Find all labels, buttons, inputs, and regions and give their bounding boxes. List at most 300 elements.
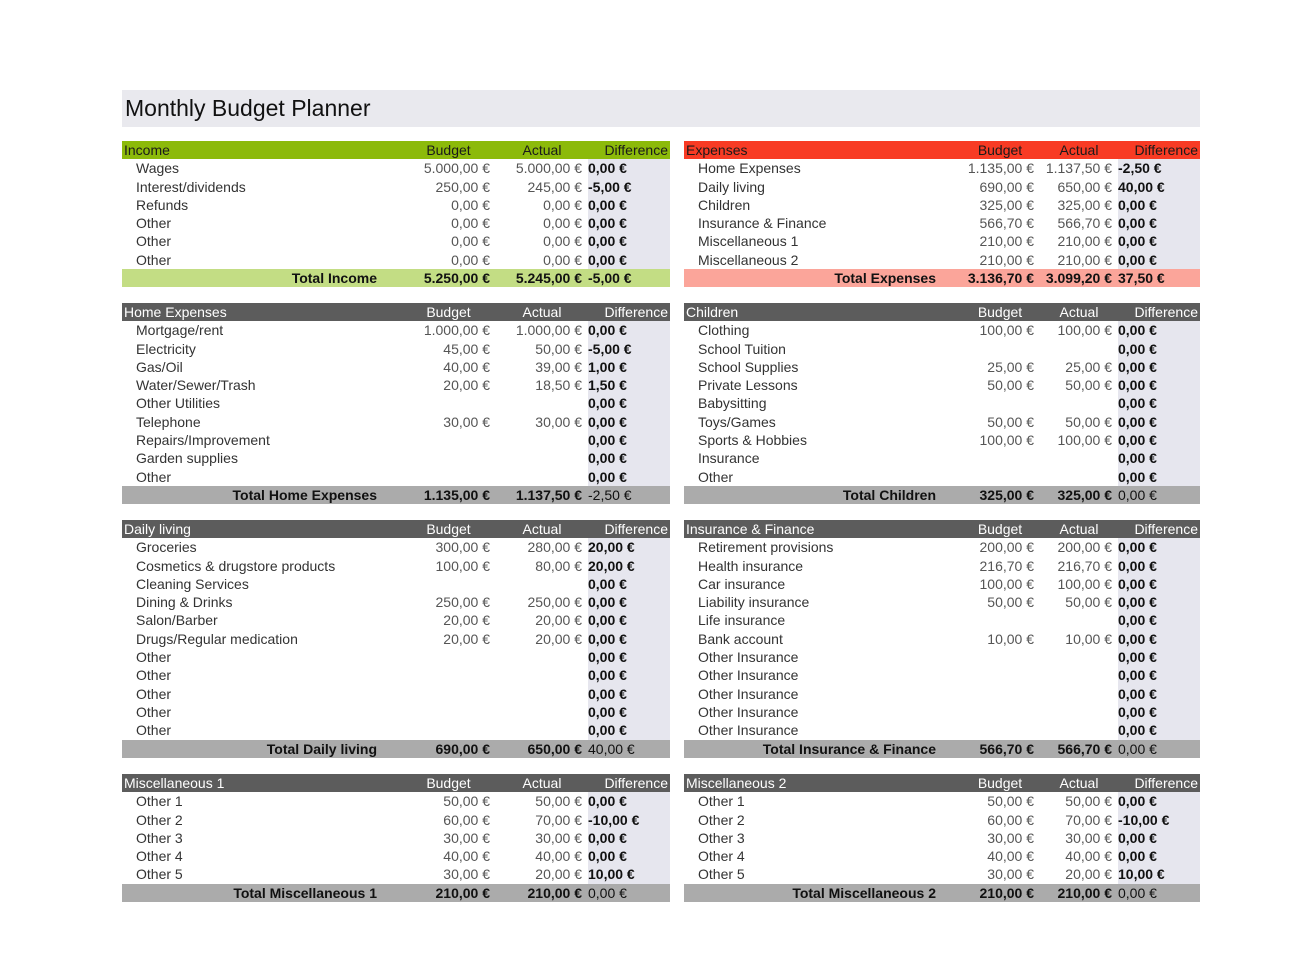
row-label[interactable]: Other Insurance bbox=[698, 685, 799, 702]
budget-cell[interactable] bbox=[401, 648, 496, 666]
difference-cell: 0,00 € bbox=[588, 611, 670, 629]
budget-cell[interactable] bbox=[960, 449, 1040, 467]
budget-cell[interactable] bbox=[960, 468, 1040, 486]
budget-cell[interactable]: 5.000,00 € bbox=[423, 160, 490, 177]
budget-cell[interactable]: 200,00 € bbox=[979, 539, 1034, 556]
actual-cell[interactable] bbox=[496, 648, 588, 666]
difference-cell: 0,00 € bbox=[1118, 630, 1200, 648]
row-label[interactable]: Other Insurance bbox=[698, 649, 799, 666]
difference-cell: -10,00 € bbox=[588, 811, 670, 829]
row-label[interactable]: Drugs/Regular medication bbox=[136, 630, 298, 647]
table-row bbox=[684, 251, 1200, 269]
total-row bbox=[122, 486, 670, 504]
row-label[interactable]: Other bbox=[698, 468, 734, 485]
table-row bbox=[684, 413, 1200, 431]
budget-cell[interactable]: 40,00 € bbox=[443, 848, 490, 865]
budget-cell[interactable]: 100,00 € bbox=[979, 432, 1034, 449]
difference-cell: 1,00 € bbox=[588, 358, 670, 376]
row-label[interactable]: Health insurance bbox=[698, 557, 804, 574]
table-header bbox=[122, 520, 670, 538]
difference-cell: 0,00 € bbox=[588, 232, 670, 250]
row-label[interactable]: Other bbox=[136, 649, 172, 666]
row-label[interactable]: Insurance & Finance bbox=[698, 215, 827, 232]
budget-cell[interactable]: 50,00 € bbox=[987, 377, 1034, 394]
row-label[interactable]: Garden supplies bbox=[136, 450, 238, 467]
row-label[interactable]: Other bbox=[136, 703, 172, 720]
row-label[interactable]: Home Expenses bbox=[698, 160, 801, 177]
actual-cell[interactable]: 50,00 € bbox=[535, 340, 582, 357]
budget-cell[interactable]: 60,00 € bbox=[987, 811, 1034, 828]
budget-cell[interactable]: 210,00 € bbox=[979, 251, 1034, 268]
actual-cell[interactable]: 39,00 € bbox=[535, 358, 582, 375]
budget-cell[interactable] bbox=[401, 468, 496, 486]
row-label[interactable]: Other bbox=[136, 722, 172, 739]
budget-cell[interactable] bbox=[401, 449, 496, 467]
difference-cell: 0,00 € bbox=[1118, 575, 1200, 593]
actual-cell[interactable]: 70,00 € bbox=[535, 811, 582, 828]
budget-cell[interactable]: 25,00 € bbox=[987, 358, 1034, 375]
table-row bbox=[122, 666, 670, 684]
row-label[interactable]: Other bbox=[136, 251, 172, 268]
budget-cell[interactable] bbox=[960, 721, 1040, 739]
actual-cell[interactable]: 70,00 € bbox=[1065, 811, 1112, 828]
difference-cell: 20,00 € bbox=[588, 538, 670, 556]
row-label[interactable]: Daily living bbox=[698, 178, 765, 195]
row-label[interactable]: School Tuition bbox=[698, 340, 786, 357]
row-label[interactable]: Toys/Games bbox=[698, 413, 776, 430]
difference-cell: 0,00 € bbox=[1118, 358, 1200, 376]
actual-cell[interactable] bbox=[1040, 648, 1118, 666]
row-label[interactable]: Other 2 bbox=[698, 811, 745, 828]
section-title: Miscellaneous 1 bbox=[124, 775, 225, 791]
budget-cell[interactable]: 40,00 € bbox=[987, 848, 1034, 865]
column-header-actual: Actual bbox=[1059, 521, 1099, 537]
total-difference: 0,00 € bbox=[1118, 884, 1157, 901]
table-row bbox=[684, 829, 1200, 847]
difference-cell: 0,00 € bbox=[1118, 829, 1200, 847]
actual-cell[interactable] bbox=[1040, 340, 1118, 358]
row-label[interactable]: Car insurance bbox=[698, 575, 786, 592]
table-row bbox=[122, 413, 670, 431]
row-label[interactable]: Other 3 bbox=[698, 829, 745, 846]
table-row bbox=[684, 538, 1200, 556]
actual-cell[interactable]: 210,00 € bbox=[1057, 251, 1112, 268]
difference-cell: -10,00 € bbox=[1118, 811, 1200, 829]
actual-cell[interactable]: 0,00 € bbox=[543, 251, 582, 268]
budget-cell[interactable]: 30,00 € bbox=[443, 866, 490, 883]
actual-cell[interactable]: 20,00 € bbox=[535, 866, 582, 883]
actual-cell[interactable] bbox=[496, 394, 588, 412]
row-label[interactable]: Other bbox=[136, 215, 172, 232]
actual-cell[interactable]: 40,00 € bbox=[1065, 848, 1112, 865]
budget-cell[interactable]: 100,00 € bbox=[979, 322, 1034, 339]
actual-cell[interactable]: 20,00 € bbox=[1065, 866, 1112, 883]
table-row bbox=[122, 178, 670, 196]
column-header-actual: Actual bbox=[1059, 142, 1099, 158]
table-row bbox=[122, 648, 670, 666]
difference-cell: 0,00 € bbox=[588, 847, 670, 865]
column-header-budget: Budget bbox=[426, 142, 471, 158]
total-budget: 325,00 € bbox=[979, 486, 1034, 503]
column-header-budget: Budget bbox=[426, 521, 471, 537]
table-row bbox=[684, 811, 1200, 829]
total-difference: -2,50 € bbox=[588, 486, 632, 503]
budget-cell[interactable]: 50,00 € bbox=[987, 594, 1034, 611]
actual-cell[interactable]: 0,00 € bbox=[543, 233, 582, 250]
row-label[interactable]: Gas/Oil bbox=[136, 358, 183, 375]
table-row bbox=[122, 685, 670, 703]
actual-cell[interactable]: 280,00 € bbox=[527, 539, 582, 556]
difference-cell: 0,00 € bbox=[1118, 340, 1200, 358]
total-actual: 210,00 € bbox=[1057, 884, 1112, 901]
total-label: Total Miscellaneous 1 bbox=[233, 884, 377, 901]
row-label[interactable]: Interest/dividends bbox=[136, 178, 246, 195]
actual-cell[interactable]: 80,00 € bbox=[535, 557, 582, 574]
row-label[interactable]: Groceries bbox=[136, 539, 197, 556]
total-actual: 1.137,50 € bbox=[515, 486, 582, 503]
actual-cell[interactable] bbox=[496, 575, 588, 593]
actual-cell[interactable]: 18,50 € bbox=[535, 377, 582, 394]
actual-cell[interactable]: 325,00 € bbox=[1057, 196, 1112, 213]
budget-cell[interactable] bbox=[960, 703, 1040, 721]
row-label[interactable]: Repairs/Improvement bbox=[136, 432, 270, 449]
actual-cell[interactable]: 50,00 € bbox=[1065, 377, 1112, 394]
row-label[interactable]: Cleaning Services bbox=[136, 575, 249, 592]
actual-cell[interactable]: 1.137,50 € bbox=[1045, 160, 1112, 177]
budget-cell[interactable]: 325,00 € bbox=[979, 196, 1034, 213]
budget-cell[interactable] bbox=[401, 721, 496, 739]
budget-cell[interactable]: 1.000,00 € bbox=[423, 322, 490, 339]
actual-cell[interactable] bbox=[1040, 685, 1118, 703]
budget-cell[interactable] bbox=[401, 666, 496, 684]
budget-cell[interactable]: 250,00 € bbox=[435, 178, 490, 195]
column-header-difference: Difference bbox=[1134, 304, 1198, 320]
total-budget: 210,00 € bbox=[435, 884, 490, 901]
actual-cell[interactable]: 5.000,00 € bbox=[515, 160, 582, 177]
table-row bbox=[684, 358, 1200, 376]
table-row bbox=[122, 575, 670, 593]
column-header-budget: Budget bbox=[977, 775, 1023, 791]
row-label[interactable]: Other 5 bbox=[698, 866, 745, 883]
row-label[interactable]: Dining & Drinks bbox=[136, 594, 233, 611]
total-row bbox=[684, 884, 1200, 902]
table-row bbox=[122, 431, 670, 449]
expenses-table bbox=[684, 141, 1200, 287]
row-label[interactable]: Clothing bbox=[698, 322, 750, 339]
actual-cell[interactable]: 100,00 € bbox=[1057, 322, 1112, 339]
budget-cell[interactable]: 210,00 € bbox=[979, 233, 1034, 250]
actual-cell[interactable]: 30,00 € bbox=[535, 829, 582, 846]
actual-cell[interactable] bbox=[1040, 449, 1118, 467]
budget-cell[interactable]: 10,00 € bbox=[987, 630, 1034, 647]
column-header-actual: Actual bbox=[522, 142, 562, 158]
budget-cell[interactable] bbox=[960, 611, 1040, 629]
table-row bbox=[684, 196, 1200, 214]
row-label[interactable]: Water/Sewer/Trash bbox=[136, 377, 256, 394]
budget-cell[interactable]: 300,00 € bbox=[435, 539, 490, 556]
difference-cell: 0,00 € bbox=[1118, 611, 1200, 629]
actual-cell[interactable] bbox=[1040, 721, 1118, 739]
table-row bbox=[684, 159, 1200, 177]
difference-cell: 0,00 € bbox=[588, 575, 670, 593]
total-row bbox=[122, 884, 670, 902]
table-row bbox=[122, 630, 670, 648]
difference-cell: 0,00 € bbox=[588, 159, 670, 177]
actual-cell[interactable] bbox=[1040, 611, 1118, 629]
difference-cell: 0,00 € bbox=[1118, 214, 1200, 232]
actual-cell[interactable]: 566,70 € bbox=[1057, 215, 1112, 232]
table-row bbox=[122, 468, 670, 486]
total-row bbox=[684, 740, 1200, 758]
row-label[interactable]: Other 4 bbox=[136, 848, 183, 865]
total-budget: 210,00 € bbox=[979, 884, 1034, 901]
table-row bbox=[684, 394, 1200, 412]
actual-cell[interactable]: 40,00 € bbox=[535, 848, 582, 865]
home-expenses-table bbox=[122, 303, 670, 504]
actual-cell[interactable]: 100,00 € bbox=[1057, 432, 1112, 449]
table-row bbox=[122, 792, 670, 810]
difference-cell: 0,00 € bbox=[588, 214, 670, 232]
difference-cell: 20,00 € bbox=[588, 557, 670, 575]
section-title: Home Expenses bbox=[124, 304, 227, 320]
difference-cell: 0,00 € bbox=[1118, 685, 1200, 703]
actual-cell[interactable]: 210,00 € bbox=[1057, 233, 1112, 250]
budget-cell[interactable]: 100,00 € bbox=[979, 575, 1034, 592]
row-label[interactable]: Other 4 bbox=[698, 848, 745, 865]
row-label[interactable]: Bank account bbox=[698, 630, 783, 647]
difference-cell: 0,00 € bbox=[588, 431, 670, 449]
actual-cell[interactable]: 20,00 € bbox=[535, 612, 582, 629]
actual-cell[interactable]: 200,00 € bbox=[1057, 539, 1112, 556]
row-label[interactable]: Miscellaneous 2 bbox=[698, 251, 799, 268]
budget-cell[interactable]: 0,00 € bbox=[451, 196, 490, 213]
difference-cell: 0,00 € bbox=[588, 251, 670, 269]
budget-cell[interactable] bbox=[960, 340, 1040, 358]
table-row bbox=[684, 340, 1200, 358]
column-header-actual: Actual bbox=[1059, 775, 1099, 791]
budget-cell[interactable]: 20,00 € bbox=[443, 377, 490, 394]
difference-cell: 0,00 € bbox=[588, 468, 670, 486]
actual-cell[interactable] bbox=[1040, 666, 1118, 684]
actual-cell[interactable]: 100,00 € bbox=[1057, 575, 1112, 592]
difference-cell: 0,00 € bbox=[1118, 431, 1200, 449]
difference-cell: 0,00 € bbox=[588, 321, 670, 339]
budget-cell[interactable]: 45,00 € bbox=[443, 340, 490, 357]
actual-cell[interactable]: 0,00 € bbox=[543, 196, 582, 213]
table-header bbox=[122, 774, 670, 792]
actual-cell[interactable] bbox=[496, 449, 588, 467]
actual-cell[interactable]: 0,00 € bbox=[543, 215, 582, 232]
budget-cell[interactable]: 216,70 € bbox=[979, 557, 1034, 574]
actual-cell[interactable]: 30,00 € bbox=[535, 413, 582, 430]
insurance-finance-table bbox=[684, 520, 1200, 758]
row-label[interactable]: Refunds bbox=[136, 196, 189, 213]
difference-cell: 0,00 € bbox=[588, 721, 670, 739]
table-row bbox=[122, 593, 670, 611]
row-label[interactable]: Other 2 bbox=[136, 811, 183, 828]
budget-cell[interactable]: 50,00 € bbox=[987, 793, 1034, 810]
actual-cell[interactable]: 650,00 € bbox=[1057, 178, 1112, 195]
actual-cell[interactable]: 50,00 € bbox=[1065, 413, 1112, 430]
total-difference: 0,00 € bbox=[1118, 740, 1157, 757]
row-label[interactable]: Insurance bbox=[698, 450, 760, 467]
budget-cell[interactable] bbox=[401, 685, 496, 703]
daily-living-table bbox=[122, 520, 670, 758]
row-label[interactable]: Other Insurance bbox=[698, 667, 799, 684]
row-label[interactable]: Other Utilities bbox=[136, 395, 221, 412]
total-actual: 325,00 € bbox=[1057, 486, 1112, 503]
actual-cell[interactable] bbox=[496, 468, 588, 486]
total-budget: 566,70 € bbox=[979, 740, 1034, 757]
total-budget: 1.135,00 € bbox=[423, 486, 490, 503]
actual-cell[interactable]: 216,70 € bbox=[1057, 557, 1112, 574]
actual-cell[interactable] bbox=[496, 685, 588, 703]
difference-cell: 0,00 € bbox=[1118, 321, 1200, 339]
difference-cell: -5,00 € bbox=[588, 340, 670, 358]
table-row bbox=[684, 593, 1200, 611]
row-label[interactable]: Other bbox=[136, 667, 172, 684]
row-label[interactable]: Cosmetics & drugstore products bbox=[136, 557, 336, 574]
table-row bbox=[122, 557, 670, 575]
budget-cell[interactable] bbox=[401, 431, 496, 449]
row-label[interactable]: School Supplies bbox=[698, 358, 799, 375]
total-row bbox=[122, 740, 670, 758]
actual-cell[interactable]: 10,00 € bbox=[1065, 630, 1112, 647]
row-label[interactable]: Mortgage/rent bbox=[136, 322, 224, 339]
budget-cell[interactable]: 60,00 € bbox=[443, 811, 490, 828]
budget-cell[interactable] bbox=[960, 394, 1040, 412]
row-label[interactable]: Children bbox=[698, 196, 751, 213]
budget-cell[interactable] bbox=[960, 685, 1040, 703]
budget-cell[interactable]: 0,00 € bbox=[451, 251, 490, 268]
table-row bbox=[684, 666, 1200, 684]
table-row bbox=[122, 232, 670, 250]
table-row bbox=[684, 648, 1200, 666]
actual-cell[interactable] bbox=[1040, 394, 1118, 412]
budget-cell[interactable]: 100,00 € bbox=[435, 557, 490, 574]
table-row bbox=[122, 449, 670, 467]
actual-cell[interactable] bbox=[496, 721, 588, 739]
budget-cell[interactable] bbox=[401, 394, 496, 412]
row-label[interactable]: Private Lessons bbox=[698, 377, 798, 394]
total-budget: 690,00 € bbox=[435, 740, 490, 757]
budget-cell[interactable]: 690,00 € bbox=[979, 178, 1034, 195]
table-row bbox=[122, 865, 670, 883]
actual-cell[interactable]: 50,00 € bbox=[1065, 594, 1112, 611]
actual-cell[interactable]: 20,00 € bbox=[535, 630, 582, 647]
budget-cell[interactable]: 0,00 € bbox=[451, 215, 490, 232]
actual-cell[interactable] bbox=[496, 703, 588, 721]
difference-cell: 0,00 € bbox=[588, 685, 670, 703]
row-label[interactable]: Babysitting bbox=[698, 395, 767, 412]
actual-cell[interactable]: 30,00 € bbox=[1065, 829, 1112, 846]
row-label[interactable]: Other bbox=[136, 468, 172, 485]
column-header-difference: Difference bbox=[1134, 775, 1198, 791]
difference-cell: 0,00 € bbox=[588, 449, 670, 467]
row-label[interactable]: Other Insurance bbox=[698, 722, 799, 739]
total-row bbox=[684, 269, 1200, 287]
budget-cell[interactable]: 30,00 € bbox=[443, 829, 490, 846]
actual-cell[interactable] bbox=[496, 431, 588, 449]
table-row bbox=[122, 847, 670, 865]
row-label[interactable]: Other 1 bbox=[698, 793, 745, 810]
row-label[interactable]: Other bbox=[136, 685, 172, 702]
budget-cell[interactable] bbox=[960, 666, 1040, 684]
table-row bbox=[122, 196, 670, 214]
row-label[interactable]: Other 3 bbox=[136, 829, 183, 846]
total-actual: 3.099,20 € bbox=[1045, 270, 1112, 287]
actual-cell[interactable]: 50,00 € bbox=[535, 793, 582, 810]
actual-cell[interactable]: 245,00 € bbox=[527, 178, 582, 195]
budget-cell[interactable]: 566,70 € bbox=[979, 215, 1034, 232]
total-label: Total Children bbox=[842, 486, 936, 503]
difference-cell: 0,00 € bbox=[1118, 232, 1200, 250]
budget-cell[interactable]: 30,00 € bbox=[987, 866, 1034, 883]
row-label[interactable]: Electricity bbox=[136, 340, 196, 357]
table-row bbox=[684, 376, 1200, 394]
row-label[interactable]: Sports & Hobbies bbox=[698, 432, 807, 449]
table-row bbox=[684, 611, 1200, 629]
actual-cell[interactable]: 250,00 € bbox=[527, 594, 582, 611]
table-row bbox=[684, 575, 1200, 593]
section-title: Insurance & Finance bbox=[686, 521, 815, 537]
budget-cell[interactable]: 250,00 € bbox=[435, 594, 490, 611]
budget-cell[interactable]: 20,00 € bbox=[443, 630, 490, 647]
budget-cell[interactable]: 50,00 € bbox=[987, 413, 1034, 430]
column-header-budget: Budget bbox=[426, 775, 471, 791]
budget-cell[interactable]: 1.135,00 € bbox=[967, 160, 1034, 177]
row-label[interactable]: Salon/Barber bbox=[136, 612, 218, 629]
row-label[interactable]: Other 1 bbox=[136, 793, 183, 810]
actual-cell[interactable]: 50,00 € bbox=[1065, 793, 1112, 810]
budget-cell[interactable]: 50,00 € bbox=[443, 793, 490, 810]
difference-cell: 0,00 € bbox=[1118, 413, 1200, 431]
row-label[interactable]: Other 5 bbox=[136, 866, 183, 883]
table-row bbox=[684, 214, 1200, 232]
budget-cell[interactable]: 30,00 € bbox=[443, 413, 490, 430]
budget-cell[interactable] bbox=[401, 703, 496, 721]
actual-cell[interactable] bbox=[496, 666, 588, 684]
difference-cell: 0,00 € bbox=[1118, 557, 1200, 575]
difference-cell: 0,00 € bbox=[588, 792, 670, 810]
table-row bbox=[684, 703, 1200, 721]
row-label[interactable]: Life insurance bbox=[698, 612, 786, 629]
budget-cell[interactable] bbox=[960, 648, 1040, 666]
table-row bbox=[684, 865, 1200, 883]
row-label[interactable]: Other bbox=[136, 233, 172, 250]
actual-cell[interactable] bbox=[1040, 468, 1118, 486]
row-label[interactable]: Liability insurance bbox=[698, 594, 810, 611]
row-label[interactable]: Other Insurance bbox=[698, 703, 799, 720]
row-label[interactable]: Miscellaneous 1 bbox=[698, 233, 799, 250]
table-row bbox=[684, 178, 1200, 196]
row-label[interactable]: Telephone bbox=[136, 413, 201, 430]
table-row bbox=[684, 232, 1200, 250]
row-label[interactable]: Retirement provisions bbox=[698, 539, 834, 556]
row-label[interactable]: Wages bbox=[136, 160, 180, 177]
column-header-budget: Budget bbox=[977, 142, 1023, 158]
budget-cell[interactable]: 40,00 € bbox=[443, 358, 490, 375]
actual-cell[interactable] bbox=[1040, 703, 1118, 721]
budget-cell[interactable]: 0,00 € bbox=[451, 233, 490, 250]
actual-cell[interactable]: 1.000,00 € bbox=[515, 322, 582, 339]
column-header-difference: Difference bbox=[604, 142, 668, 158]
actual-cell[interactable]: 25,00 € bbox=[1065, 358, 1112, 375]
budget-cell[interactable]: 20,00 € bbox=[443, 612, 490, 629]
budget-cell[interactable] bbox=[401, 575, 496, 593]
difference-cell: 0,00 € bbox=[1118, 703, 1200, 721]
budget-cell[interactable]: 30,00 € bbox=[987, 829, 1034, 846]
